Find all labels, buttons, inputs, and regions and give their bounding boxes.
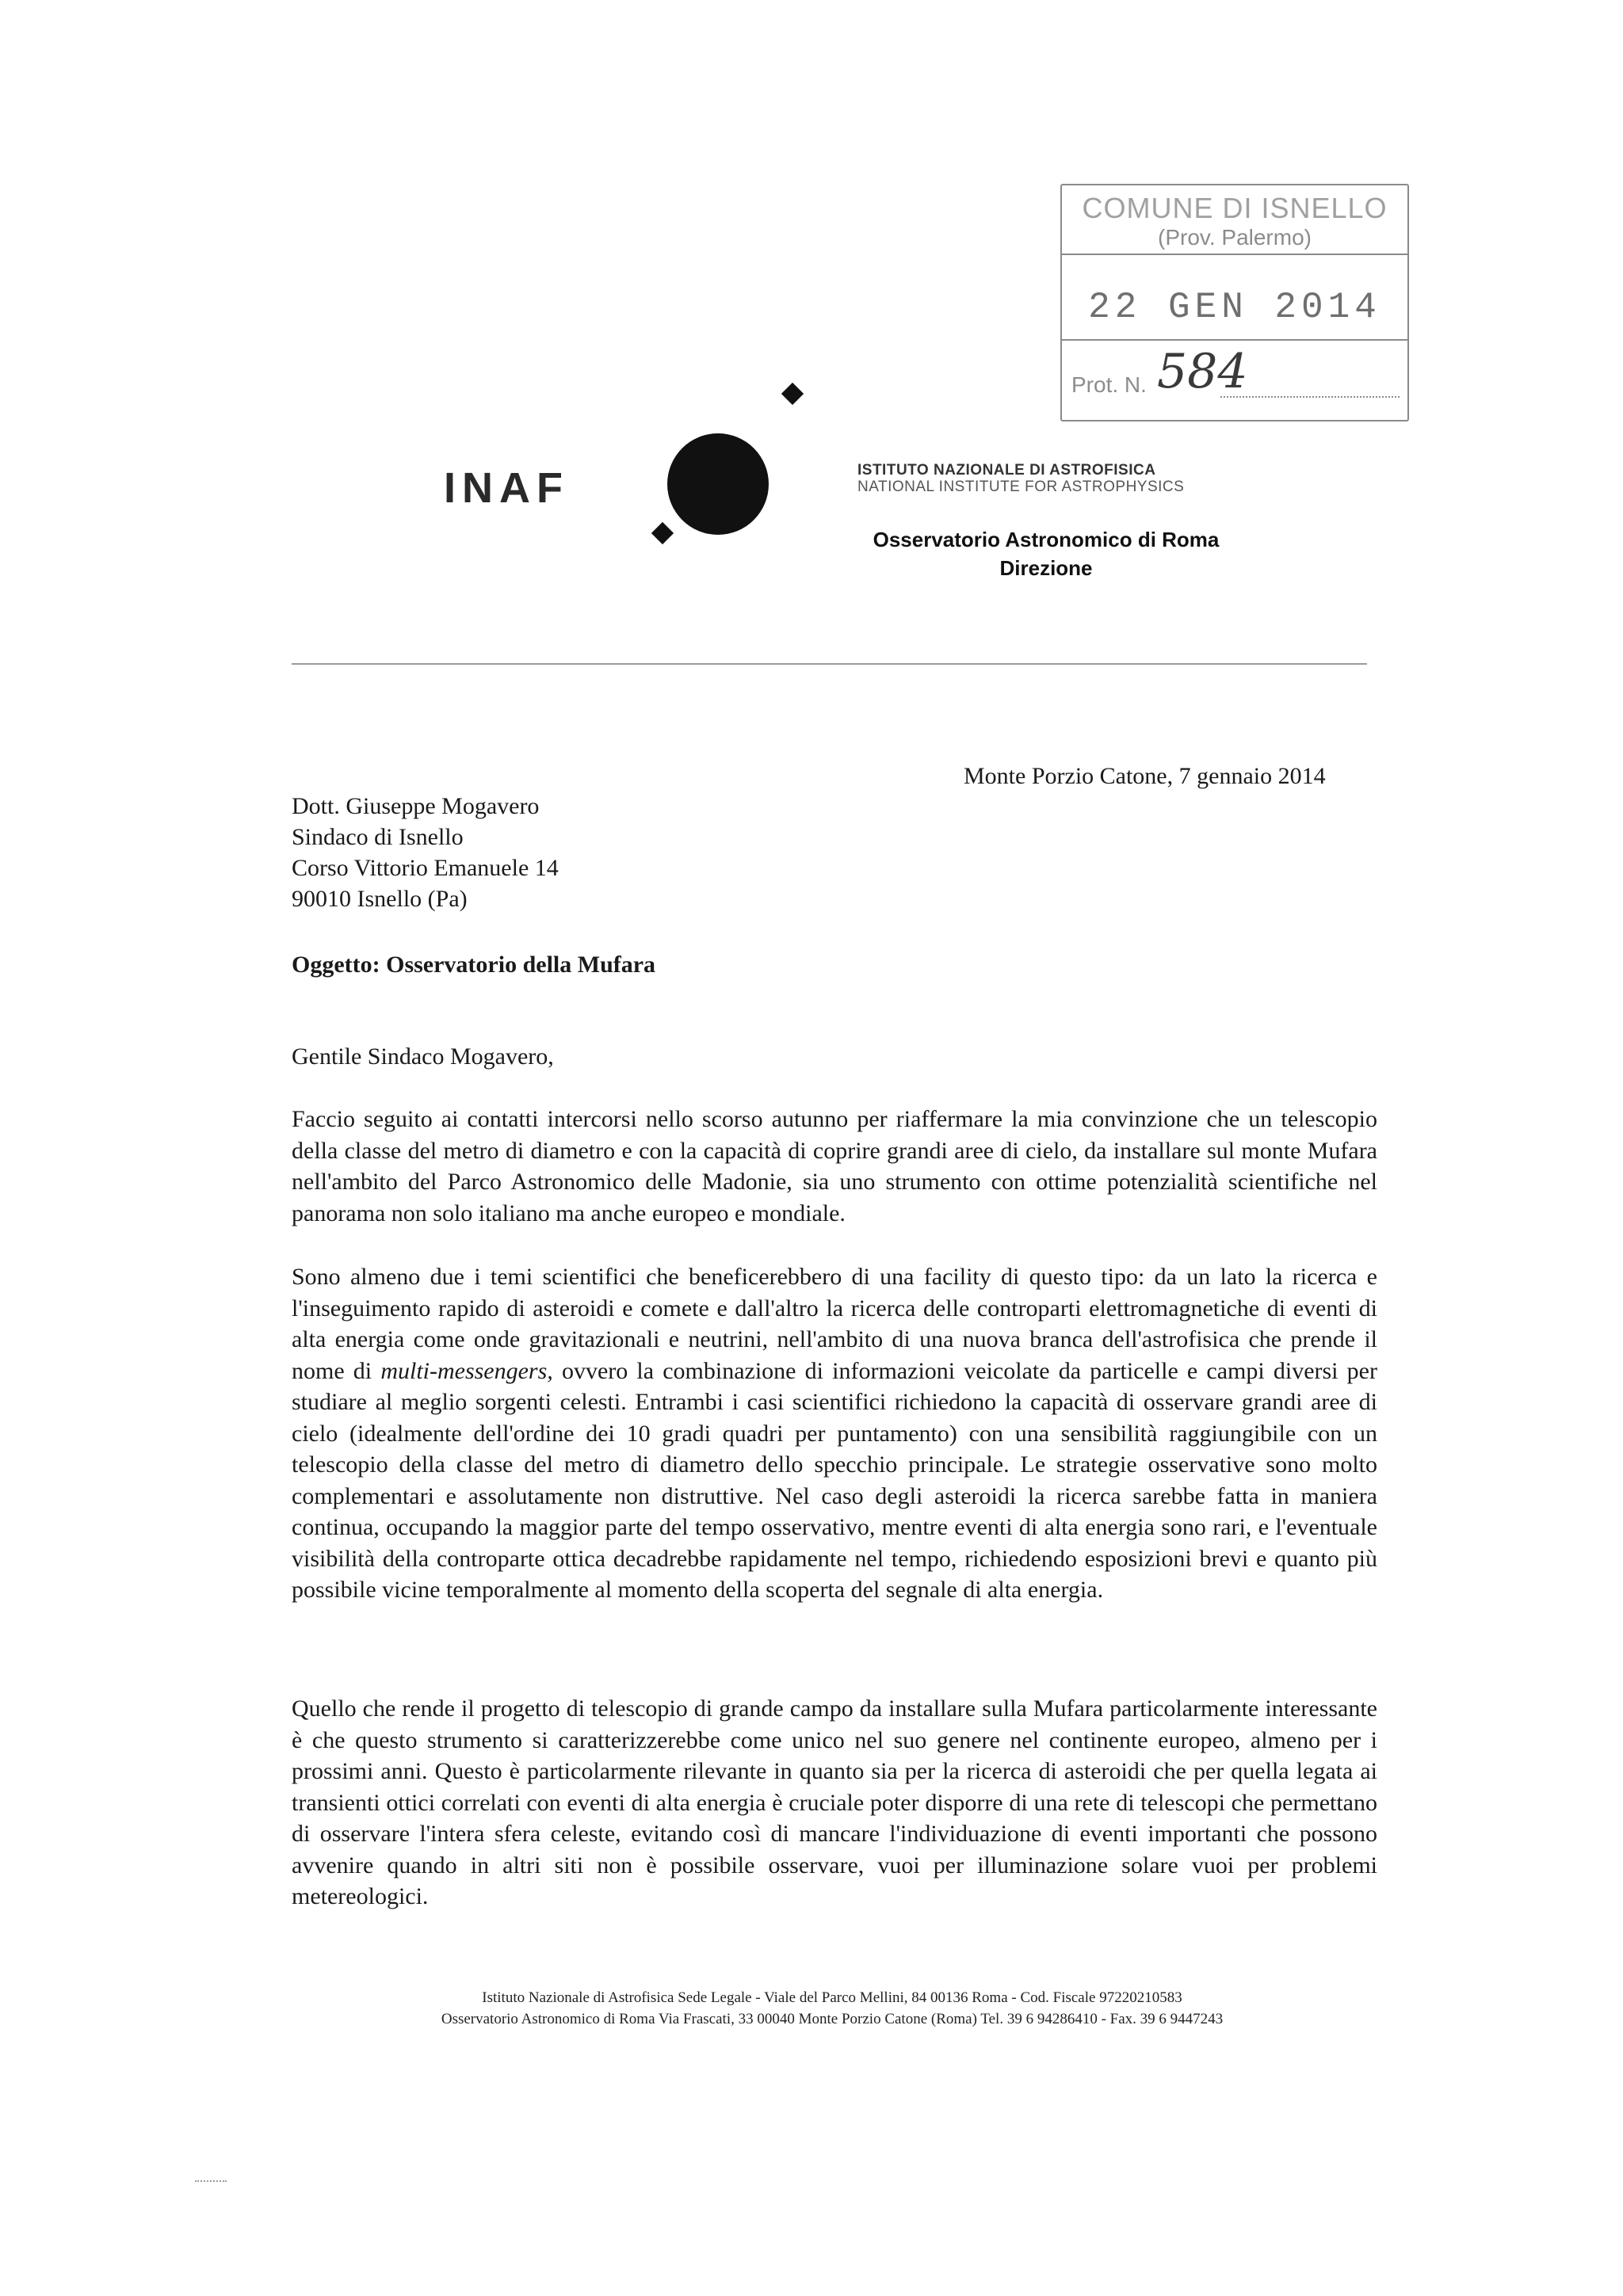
body-paragraph: Faccio seguito ai contatti intercorsi nello scorso autunno per riaffermare la mia convinzione che un telescopio della classe del metro di diametro e con la capacità di coprire grandi aree di cielo, da installare sul monte Mufara nell'ambito del Parco Astronomico delle Madonie, sia uno strumento con ottime potenzialità scientifiche nel panorama non solo italiano ma anche europeo e mondiale. (292, 1106, 1377, 1226)
recipient-line: Sindaco di Isnello (292, 824, 464, 850)
footer-line: Osservatorio Astronomico di Roma Via Frascati, 33 00040 Monte Porzio Catone (Roma) Tel. 39 6 94286410 - Fax. 39 6 9447243 (441, 2011, 1224, 2027)
body-paragraph: Quello che rende il progetto di telescopio di grande campo da installare sulla Mufara particolarmente interessante è che questo strumento si caratterizzerebbe come unico nel suo genere nel continente europeo, almeno per i prossimi anni. Questo è particolarmente rilevante in quanto sia per la ricerca di asteroidi che per quella legata ai transienti ottici correlati con eventi di alta energia è cruciale poter disporre di una rete di telescopi che permettano di osservare l'intera sfera celeste, evitando così di mancare l'individuazione di eventi importanti che possono avvenire quando in altri siti non è possibile osservare, vuoi per illuminazione solare vuoi per problemi metereologici. (292, 1695, 1377, 1909)
observatory-block (840, 525, 1252, 582)
header-divider (292, 663, 1367, 665)
paragraph-text: ovvero la combinazione di informazioni veicolate da particelle e campi diversi per studiare al meglio sorgenti celesti. Entrambi i casi scientifici richiedono la capacità di osservare grandi aree di cielo (idealmente dell'ordine dei 10 gradi quadri per puntamento) con una sensibilità raggiungibile con un telescopio della classe del metro di diametro dello specchio principale. Le strategie osservative sono molto complementari e assolutamente non distruttive. Nel caso degli asteroidi la ricerca sarebbe fatta in maniera continua, occupando la maggior parte del tempo osservativo, mentre eventi di alta energia sono rari, e l'eventuale visibilità della controparte ottica decadrebbe rapidamente nel tempo, richiedendo esposizioni brevi e quanto più possibile vicine temporalmente al momento della scoperta del segnale di alta energia. (292, 1357, 1377, 1603)
inaf-logo-text: INAF (444, 464, 569, 512)
body-paragraph (292, 1261, 1377, 1606)
paragraph-text: Sono almeno due i temi scientifici che beneficerebbero di una facility di questo tipo: da un lato la ricerca e l'inseguimento rapido di asteroidi e comete e dall'altro la ricerca delle controparti elettromagnetiche di eventi di alta energia come onde gravitazionali e neutrini, nell'ambito di una nuova branca dell'astrofisica che prende il nome di (292, 1264, 1377, 1384)
stamp-provincia: (Prov. Palermo) (1158, 225, 1312, 250)
institute-name-en: NATIONAL INSTITUTE FOR ASTROPHYSICS (857, 479, 1185, 495)
logo-diamond-icon (651, 522, 674, 544)
stamp-header (1062, 185, 1407, 255)
logo-circle-icon (667, 433, 769, 535)
recipient-line: 90010 Isnello (Pa) (292, 886, 468, 912)
institute-name-it: ISTITUTO NAZIONALE DI ASTROFISICA (857, 462, 1156, 479)
paragraph-emphasis: multi-messengers, (380, 1357, 553, 1384)
place-date: Monte Porzio Catone, 7 gennaio 2014 (964, 763, 1326, 789)
stamp-date-row (1062, 255, 1407, 341)
page-footer (238, 1987, 1426, 2030)
office-name: Direzione (999, 556, 1093, 580)
stamp-prot-label: Prot. N. (1071, 372, 1147, 397)
observatory-name: Osservatorio Astronomico di Roma (873, 528, 1220, 551)
recipient-address (292, 791, 559, 914)
letterhead (444, 368, 1395, 606)
logo-diamond-icon (781, 383, 804, 405)
footer-line: Istituto Nazionale di Astrofisica Sede Legale - Viale del Parco Mellini, 84 00136 Roma - Cod. Fiscale 97220210583 (482, 1989, 1182, 2006)
recipient-line: Corso Vittorio Emanuele 14 (292, 855, 559, 881)
salutation: Gentile Sindaco Mogavero, (292, 1043, 554, 1070)
stamp-prot-number: 584 (1157, 344, 1248, 399)
letter-subject: Oggetto: Osservatorio della Mufara (292, 952, 656, 978)
stamp-date: 22 GEN 2014 (1088, 287, 1381, 328)
stamp-comune: COMUNE DI ISNELLO (1082, 192, 1388, 224)
recipient-line: Dott. Giuseppe Mogavero (292, 793, 540, 819)
scan-mark (195, 2180, 227, 2182)
